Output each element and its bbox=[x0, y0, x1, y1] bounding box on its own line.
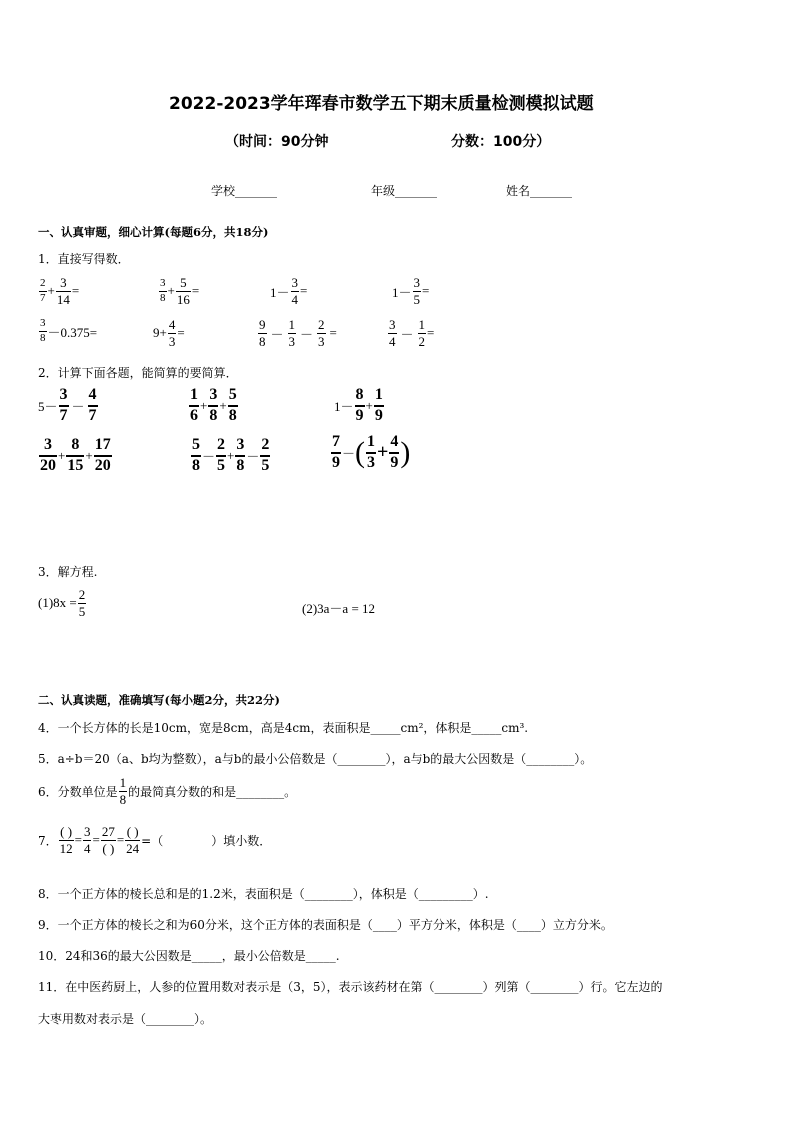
section-2-heading: 二、认真读题，准确填写(每小题2分，共22分) bbox=[38, 693, 280, 707]
question-5: 5．a÷b＝20（a、b均为整数），a与b的最小公倍数是（________），a与b的最大公因数是（________）。 bbox=[38, 752, 593, 766]
question-10: 10．24和36的最大公因数是_____，最小公倍数是_____. bbox=[38, 949, 340, 963]
q3-equation-2: (2)3a－a = 12 bbox=[302, 601, 376, 616]
q2-expr-5: $\frac{5}{8}$ － $\frac{2}{5}$ + $\frac{3}{8}$ － $\frac{2}{5}$ bbox=[192, 436, 270, 474]
section-1-heading: 一、认真审题，细心计算(每题6分，共18分) bbox=[38, 225, 269, 239]
q1-expr-6: 9+ $\frac{4}{3}$ = bbox=[153, 317, 185, 349]
question-6: 6．分数单位是 $\frac{1}{8}$ 的最简真分数的和是________。 bbox=[38, 775, 297, 807]
question-4: 4．一个长方体的长是10cm，宽是8cm，高是4cm，表面积是_____cm²，体积是_____cm³. bbox=[38, 721, 529, 735]
q2-expr-1: 5－ $\frac{3}{7}$ － $\frac{4}{7}$ bbox=[38, 386, 97, 424]
school-field: 学校_______ bbox=[211, 184, 278, 198]
q2-expr-4: $\frac{3}{20}$ + $\frac{8}{15}$ + $\frac{17}{20}$ bbox=[40, 436, 111, 474]
exam-score: 分数：100分） bbox=[451, 134, 551, 150]
question-11-line-1: 11．在中医药厨上，人参的位置用数对表示是（3，5），表示该药材在第（________）列第（________）行。它左边的 bbox=[38, 980, 663, 994]
question-11-line-2: 大枣用数对表示是（________）。 bbox=[38, 1012, 213, 1026]
q1-expr-8: $\frac{3}{4}$ － $\frac{1}{2}$ = bbox=[389, 317, 435, 349]
question-9: 9．一个正方体的棱长之和为60分米，这个正方体的表面积是（____）平方分米，体积是（____）立方分米。 bbox=[38, 918, 613, 932]
q2-expr-6: $\frac{7}{9}$ － ( $\frac{1}{3}$ + $\frac{4}{9}$ ) bbox=[332, 433, 411, 471]
question-1-label: 1．直接写得数． bbox=[38, 252, 130, 266]
question-7: 7． $\frac{( )}{12}$ = $\frac{3}{4}$ = $\frac{27}{( )}$ = $\frac{( )}{24}$ =（ ）填小数． bbox=[38, 824, 272, 856]
q2-expr-3: 1－ $\frac{8}{9}$ + $\frac{1}{9}$ bbox=[334, 386, 383, 424]
exam-time: （时间：90分钟 bbox=[225, 134, 329, 150]
q1-expr-4: 1－ $\frac{3}{5}$ = bbox=[392, 275, 430, 307]
q1-expr-3: 1－ $\frac{3}{4}$ = bbox=[270, 275, 308, 307]
page-title: 2022-2023学年珲春市数学五下期末质量检测模拟试题 bbox=[169, 94, 594, 114]
q1-expr-7: $\frac{9}{8}$ － $\frac{1}{3}$ － $\frac{2}{3}$ = bbox=[259, 317, 337, 349]
grade-field: 年级_______ bbox=[371, 184, 438, 198]
q1-expr-5: $\frac{3}{8}$ －0.375= bbox=[40, 317, 98, 344]
q3-equation-1: (1)8x = $\frac{2}{5}$ bbox=[38, 587, 86, 619]
name-field: 姓名_______ bbox=[506, 184, 573, 198]
question-3-label: 3．解方程. bbox=[38, 565, 98, 579]
question-8: 8．一个正方体的棱长总和是的1.2米，表面积是（________），体积是（_________）. bbox=[38, 887, 489, 901]
question-2-label: 2．计算下面各题，能简算的要简算． bbox=[38, 366, 238, 380]
q1-expr-1: $\frac{2}{7}$ + $\frac{3}{14}$ = bbox=[40, 275, 80, 307]
q1-expr-2: $\frac{3}{8}$ + $\frac{5}{16}$ = bbox=[160, 275, 200, 307]
q2-expr-2: $\frac{1}{6}$ + $\frac{3}{8}$ + $\frac{5}{8}$ bbox=[190, 386, 237, 424]
